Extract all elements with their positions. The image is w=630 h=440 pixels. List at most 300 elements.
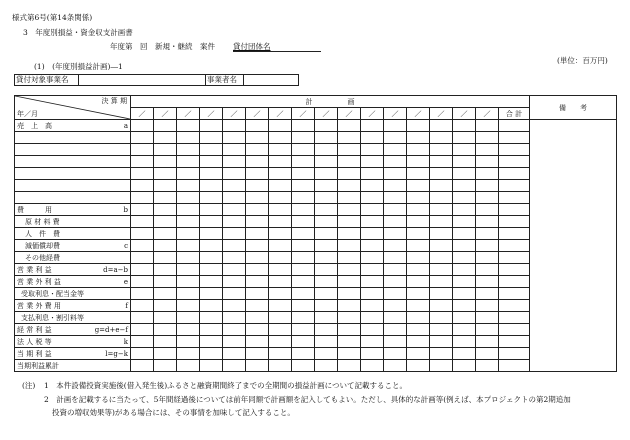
value-cell[interactable] [200,192,223,204]
value-cell[interactable] [223,264,246,276]
value-cell[interactable] [430,180,453,192]
value-cell[interactable] [292,228,315,240]
value-cell[interactable] [361,240,384,252]
value-cell[interactable] [131,336,154,348]
value-cell[interactable] [223,324,246,336]
value-cell[interactable] [499,288,530,300]
value-cell[interactable] [384,300,407,312]
year-month-cell[interactable]: ／ [384,108,407,120]
year-month-cell[interactable]: ／ [338,108,361,120]
value-cell[interactable] [315,144,338,156]
value-cell[interactable] [384,180,407,192]
value-cell[interactable] [223,192,246,204]
value-cell[interactable] [338,240,361,252]
value-cell[interactable] [131,228,154,240]
value-cell[interactable] [223,168,246,180]
value-cell[interactable] [200,276,223,288]
value-cell[interactable] [338,192,361,204]
value-cell[interactable] [200,144,223,156]
value-cell[interactable] [177,360,200,372]
value-cell[interactable] [269,348,292,360]
value-cell[interactable] [476,348,499,360]
value-cell[interactable] [269,228,292,240]
value-cell[interactable] [361,228,384,240]
value-cell[interactable] [338,264,361,276]
value-cell[interactable] [246,120,269,132]
value-cell[interactable] [453,156,476,168]
value-cell[interactable] [499,240,530,252]
value-cell[interactable] [131,156,154,168]
value-cell[interactable] [200,120,223,132]
value-cell[interactable] [384,204,407,216]
value-cell[interactable] [315,132,338,144]
value-cell[interactable] [430,312,453,324]
value-cell[interactable] [154,336,177,348]
value-cell[interactable] [292,192,315,204]
value-cell[interactable] [476,288,499,300]
value-cell[interactable] [476,300,499,312]
value-cell[interactable] [292,360,315,372]
value-cell[interactable] [338,156,361,168]
value-cell[interactable] [154,348,177,360]
value-cell[interactable] [384,252,407,264]
value-cell[interactable] [200,324,223,336]
value-cell[interactable] [315,300,338,312]
value-cell[interactable] [131,348,154,360]
value-cell[interactable] [223,336,246,348]
value-cell[interactable] [499,312,530,324]
value-cell[interactable] [384,264,407,276]
value-cell[interactable] [177,336,200,348]
value-cell[interactable] [246,156,269,168]
value-cell[interactable] [269,144,292,156]
blank-label-cell[interactable] [15,168,131,180]
value-cell[interactable] [338,276,361,288]
value-cell[interactable] [246,192,269,204]
value-cell[interactable] [453,216,476,228]
value-cell[interactable] [499,144,530,156]
value-cell[interactable] [361,180,384,192]
value-cell[interactable] [361,324,384,336]
value-cell[interactable] [154,252,177,264]
value-cell[interactable] [407,252,430,264]
value-cell[interactable] [499,204,530,216]
value-cell[interactable] [453,144,476,156]
value-cell[interactable] [384,336,407,348]
value-cell[interactable] [292,264,315,276]
value-cell[interactable] [338,180,361,192]
value-cell[interactable] [131,288,154,300]
blank-label-cell[interactable] [15,132,131,144]
value-cell[interactable] [338,216,361,228]
value-cell[interactable] [338,348,361,360]
value-cell[interactable] [200,252,223,264]
value-cell[interactable] [338,228,361,240]
value-cell[interactable] [384,156,407,168]
value-cell[interactable] [269,264,292,276]
value-cell[interactable] [154,288,177,300]
value-cell[interactable] [154,192,177,204]
value-cell[interactable] [453,336,476,348]
value-cell[interactable] [246,228,269,240]
value-cell[interactable] [338,288,361,300]
value-cell[interactable] [315,204,338,216]
value-cell[interactable] [361,300,384,312]
value-cell[interactable] [200,348,223,360]
value-cell[interactable] [246,252,269,264]
value-cell[interactable] [154,240,177,252]
value-cell[interactable] [361,216,384,228]
value-cell[interactable] [131,276,154,288]
value-cell[interactable] [200,288,223,300]
year-month-cell[interactable]: ／ [315,108,338,120]
value-cell[interactable] [407,264,430,276]
value-cell[interactable] [154,180,177,192]
value-cell[interactable] [269,216,292,228]
value-cell[interactable] [292,204,315,216]
value-cell[interactable] [361,360,384,372]
blank-label-cell[interactable] [15,192,131,204]
value-cell[interactable] [177,144,200,156]
value-cell[interactable] [315,240,338,252]
value-cell[interactable] [476,264,499,276]
value-cell[interactable] [131,132,154,144]
value-cell[interactable] [338,120,361,132]
year-month-cell[interactable]: ／ [292,108,315,120]
value-cell[interactable] [269,288,292,300]
value-cell[interactable] [476,360,499,372]
value-cell[interactable] [177,132,200,144]
value-cell[interactable] [246,132,269,144]
year-month-cell[interactable]: ／ [476,108,499,120]
value-cell[interactable] [269,276,292,288]
value-cell[interactable] [269,120,292,132]
value-cell[interactable] [315,192,338,204]
value-cell[interactable] [407,180,430,192]
value-cell[interactable] [223,276,246,288]
value-cell[interactable] [131,216,154,228]
value-cell[interactable] [430,192,453,204]
value-cell[interactable] [499,156,530,168]
value-cell[interactable] [223,132,246,144]
value-cell[interactable] [131,192,154,204]
value-cell[interactable] [246,312,269,324]
value-cell[interactable] [200,312,223,324]
year-month-cell[interactable]: ／ [246,108,269,120]
value-cell[interactable] [154,324,177,336]
value-cell[interactable] [338,204,361,216]
value-cell[interactable] [499,336,530,348]
value-cell[interactable] [476,204,499,216]
year-month-cell[interactable]: ／ [154,108,177,120]
value-cell[interactable] [476,180,499,192]
value-cell[interactable] [453,192,476,204]
value-cell[interactable] [177,192,200,204]
value-cell[interactable] [292,144,315,156]
value-cell[interactable] [292,168,315,180]
value-cell[interactable] [200,264,223,276]
value-cell[interactable] [430,132,453,144]
value-cell[interactable] [361,276,384,288]
value-cell[interactable] [430,144,453,156]
value-cell[interactable] [476,240,499,252]
value-cell[interactable] [338,324,361,336]
value-cell[interactable] [154,204,177,216]
value-cell[interactable] [499,132,530,144]
value-cell[interactable] [292,288,315,300]
value-cell[interactable] [476,156,499,168]
year-month-cell[interactable]: ／ [269,108,292,120]
value-cell[interactable] [131,252,154,264]
value-cell[interactable] [453,348,476,360]
value-cell[interactable] [453,120,476,132]
value-cell[interactable] [200,336,223,348]
value-cell[interactable] [177,216,200,228]
value-cell[interactable] [246,288,269,300]
value-cell[interactable] [269,336,292,348]
value-cell[interactable] [338,336,361,348]
value-cell[interactable] [269,252,292,264]
value-cell[interactable] [476,252,499,264]
value-cell[interactable] [154,144,177,156]
value-cell[interactable] [177,120,200,132]
value-cell[interactable] [292,132,315,144]
value-cell[interactable] [223,252,246,264]
value-cell[interactable] [430,228,453,240]
value-cell[interactable] [131,180,154,192]
value-cell[interactable] [499,192,530,204]
value-cell[interactable] [292,156,315,168]
value-cell[interactable] [200,132,223,144]
value-cell[interactable] [453,264,476,276]
value-cell[interactable] [177,228,200,240]
value-cell[interactable] [499,180,530,192]
value-cell[interactable] [407,312,430,324]
value-cell[interactable] [223,300,246,312]
value-cell[interactable] [407,120,430,132]
value-cell[interactable] [361,144,384,156]
value-cell[interactable] [223,180,246,192]
value-cell[interactable] [430,348,453,360]
value-cell[interactable] [407,204,430,216]
value-cell[interactable] [315,156,338,168]
value-cell[interactable] [131,240,154,252]
value-cell[interactable] [361,264,384,276]
value-cell[interactable] [453,180,476,192]
value-cell[interactable] [384,216,407,228]
value-cell[interactable] [246,324,269,336]
value-cell[interactable] [430,300,453,312]
value-cell[interactable] [269,156,292,168]
value-cell[interactable] [361,156,384,168]
value-cell[interactable] [246,348,269,360]
value-cell[interactable] [154,168,177,180]
value-cell[interactable] [430,324,453,336]
value-cell[interactable] [453,300,476,312]
value-cell[interactable] [476,120,499,132]
value-cell[interactable] [177,252,200,264]
value-cell[interactable] [499,324,530,336]
value-cell[interactable] [361,204,384,216]
value-cell[interactable] [246,180,269,192]
value-cell[interactable] [453,276,476,288]
value-cell[interactable] [407,276,430,288]
value-cell[interactable] [246,240,269,252]
value-cell[interactable] [384,312,407,324]
value-cell[interactable] [200,168,223,180]
value-cell[interactable] [177,204,200,216]
value-cell[interactable] [246,216,269,228]
value-cell[interactable] [315,228,338,240]
value-cell[interactable] [499,216,530,228]
value-cell[interactable] [200,360,223,372]
blank-label-cell[interactable] [15,144,131,156]
year-month-cell[interactable]: ／ [361,108,384,120]
value-cell[interactable] [453,312,476,324]
value-cell[interactable] [223,360,246,372]
value-cell[interactable] [315,168,338,180]
value-cell[interactable] [430,216,453,228]
value-cell[interactable] [269,192,292,204]
value-cell[interactable] [131,360,154,372]
value-cell[interactable] [476,228,499,240]
value-cell[interactable] [430,360,453,372]
value-cell[interactable] [361,348,384,360]
value-cell[interactable] [154,156,177,168]
value-cell[interactable] [154,228,177,240]
value-cell[interactable] [338,360,361,372]
value-cell[interactable] [361,336,384,348]
value-cell[interactable] [177,324,200,336]
value-cell[interactable] [499,300,530,312]
value-cell[interactable] [407,324,430,336]
value-cell[interactable] [200,240,223,252]
value-cell[interactable] [384,240,407,252]
value-cell[interactable] [499,348,530,360]
value-cell[interactable] [407,336,430,348]
value-cell[interactable] [269,312,292,324]
value-cell[interactable] [430,168,453,180]
value-cell[interactable] [223,312,246,324]
value-cell[interactable] [384,120,407,132]
year-month-cell[interactable]: ／ [131,108,154,120]
value-cell[interactable] [315,120,338,132]
value-cell[interactable] [407,156,430,168]
value-cell[interactable] [269,180,292,192]
value-cell[interactable] [499,360,530,372]
value-cell[interactable] [246,168,269,180]
value-cell[interactable] [200,156,223,168]
value-cell[interactable] [453,132,476,144]
value-cell[interactable] [177,180,200,192]
value-cell[interactable] [292,252,315,264]
value-cell[interactable] [407,132,430,144]
value-cell[interactable] [154,120,177,132]
value-cell[interactable] [269,132,292,144]
value-cell[interactable] [407,360,430,372]
value-cell[interactable] [292,324,315,336]
value-cell[interactable] [361,288,384,300]
value-cell[interactable] [223,120,246,132]
value-cell[interactable] [177,264,200,276]
value-cell[interactable] [453,288,476,300]
value-cell[interactable] [246,264,269,276]
value-cell[interactable] [430,156,453,168]
value-cell[interactable] [223,144,246,156]
value-cell[interactable] [292,180,315,192]
value-cell[interactable] [499,252,530,264]
value-cell[interactable] [476,216,499,228]
value-cell[interactable] [154,312,177,324]
value-cell[interactable] [453,204,476,216]
value-cell[interactable] [200,204,223,216]
value-cell[interactable] [292,240,315,252]
value-cell[interactable] [315,180,338,192]
value-cell[interactable] [499,276,530,288]
value-cell[interactable] [384,192,407,204]
value-cell[interactable] [361,168,384,180]
value-cell[interactable] [384,348,407,360]
value-cell[interactable] [407,348,430,360]
value-cell[interactable] [407,228,430,240]
value-cell[interactable] [315,252,338,264]
value-cell[interactable] [430,336,453,348]
value-cell[interactable] [131,168,154,180]
value-cell[interactable] [315,288,338,300]
year-month-cell[interactable]: ／ [453,108,476,120]
value-cell[interactable] [384,276,407,288]
value-cell[interactable] [430,204,453,216]
value-cell[interactable] [407,168,430,180]
value-cell[interactable] [154,264,177,276]
value-cell[interactable] [269,324,292,336]
value-cell[interactable] [246,360,269,372]
value-cell[interactable] [453,324,476,336]
value-cell[interactable] [246,276,269,288]
value-cell[interactable] [407,300,430,312]
value-cell[interactable] [223,204,246,216]
value-cell[interactable] [384,288,407,300]
value-cell[interactable] [223,216,246,228]
value-cell[interactable] [430,252,453,264]
value-cell[interactable] [269,204,292,216]
value-cell[interactable] [476,132,499,144]
value-cell[interactable] [177,288,200,300]
value-cell[interactable] [292,348,315,360]
value-cell[interactable] [476,168,499,180]
value-cell[interactable] [269,300,292,312]
remarks-cell[interactable] [530,120,617,372]
value-cell[interactable] [315,312,338,324]
value-cell[interactable] [384,132,407,144]
value-cell[interactable] [453,360,476,372]
value-cell[interactable] [476,144,499,156]
value-cell[interactable] [246,300,269,312]
value-cell[interactable] [177,156,200,168]
value-cell[interactable] [476,324,499,336]
value-cell[interactable] [453,252,476,264]
value-cell[interactable] [407,192,430,204]
value-cell[interactable] [338,132,361,144]
blank-label-cell[interactable] [15,180,131,192]
value-cell[interactable] [246,336,269,348]
value-cell[interactable] [177,348,200,360]
year-month-cell[interactable]: ／ [177,108,200,120]
value-cell[interactable] [476,312,499,324]
value-cell[interactable] [292,120,315,132]
value-cell[interactable] [131,204,154,216]
value-cell[interactable] [292,300,315,312]
